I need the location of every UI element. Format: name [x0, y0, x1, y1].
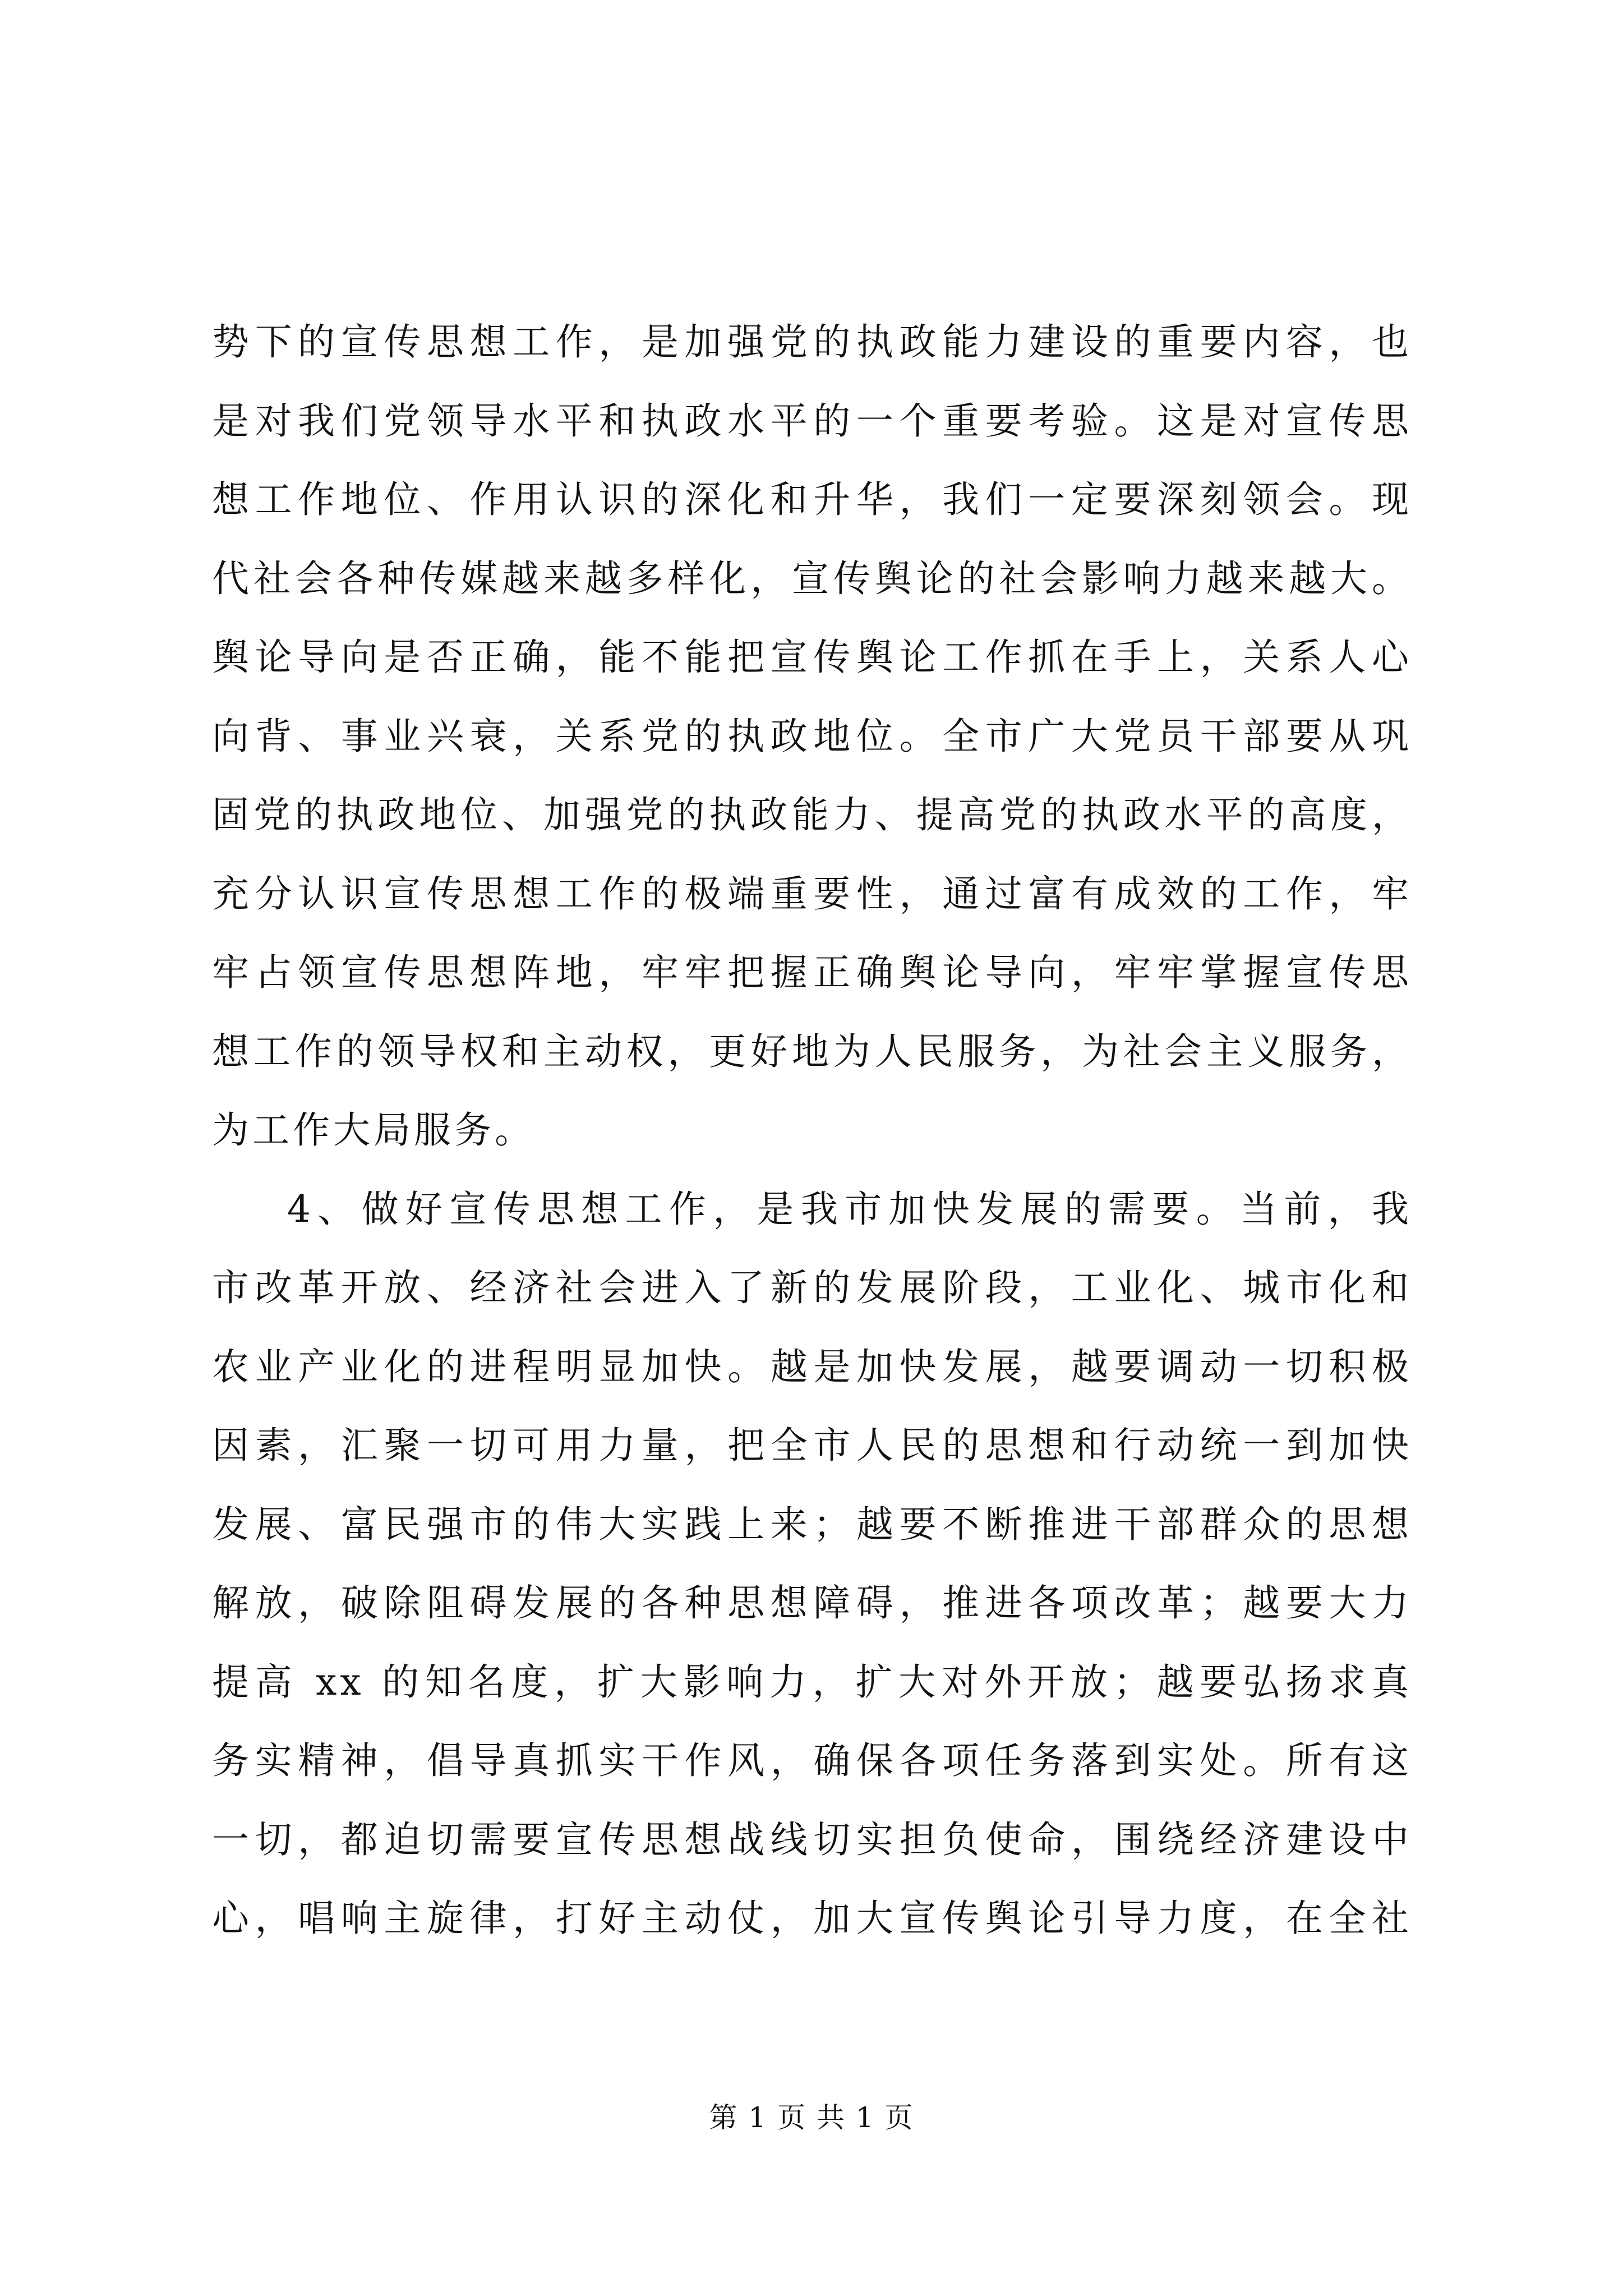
paragraph-start-line: 4、做好宣传思想工作，是我市加快发展的需要。当前，我 [287, 1187, 1412, 1231]
text-line: 充分认识宣传思想工作的极端重要性，通过富有成效的工作，牢 [212, 872, 1412, 915]
text-line: 解放，破除阻碍发展的各种思想障碍，推进各项改革；越要大力 [212, 1581, 1412, 1625]
page-footer: 第 1 页 共 1 页 [709, 2101, 914, 2134]
text-line: 为工作大局服务。 [212, 1108, 535, 1152]
text-line: 向背、事业兴衰，关系党的执政地位。全市广大党员干部要从巩 [212, 714, 1412, 758]
text-line: 市改革开放、经济社会进入了新的发展阶段，工业化、城市化和 [212, 1266, 1412, 1309]
text-line: 一切，都迫切需要宣传思想战线切实担负使命，围绕经济建设中 [212, 1818, 1412, 1861]
text-line: 提高 xx 的知名度，扩大影响力，扩大对外开放；越要弘扬求真 [212, 1660, 1412, 1704]
text-line: 势下的宣传思想工作，是加强党的执政能力建设的重要内容，也 [212, 320, 1412, 364]
text-line: 农业产业化的进程明显加快。越是加快发展，越要调动一切积极 [212, 1345, 1412, 1388]
document-body [212, 303, 1412, 1958]
text-line: 想工作地位、作用认识的深化和升华，我们一定要深刻领会。现 [212, 478, 1412, 521]
text-line: 固党的执政地位、加强党的执政能力、提高党的执政水平的高度， [212, 793, 1412, 836]
text-line: 是对我们党领导水平和执政水平的一个重要考验。这是对宣传思 [212, 399, 1412, 443]
text-line: 心，唱响主旋律，打好主动仗，加大宣传舆论引导力度，在全社 [212, 1897, 1412, 1940]
text-line: 牢占领宣传思想阵地，牢牢把握正确舆论导向，牢牢掌握宣传思 [212, 951, 1412, 994]
text-line: 发展、富民强市的伟大实践上来；越要不断推进干部群众的思想 [212, 1502, 1412, 1546]
text-line: 代社会各种传媒越来越多样化，宣传舆论的社会影响力越来越大。 [212, 556, 1412, 600]
text-line: 务实精神，倡导真抓实干作风，确保各项任务落到实处。所有这 [212, 1739, 1412, 1782]
text-line: 想工作的领导权和主动权，更好地为人民服务，为社会主义服务， [212, 1029, 1412, 1073]
text-line: 舆论导向是否正确，能不能把宣传舆论工作抓在手上，关系人心 [212, 636, 1412, 679]
text-line: 因素，汇聚一切可用力量，把全市人民的思想和行动统一到加快 [212, 1424, 1412, 1467]
